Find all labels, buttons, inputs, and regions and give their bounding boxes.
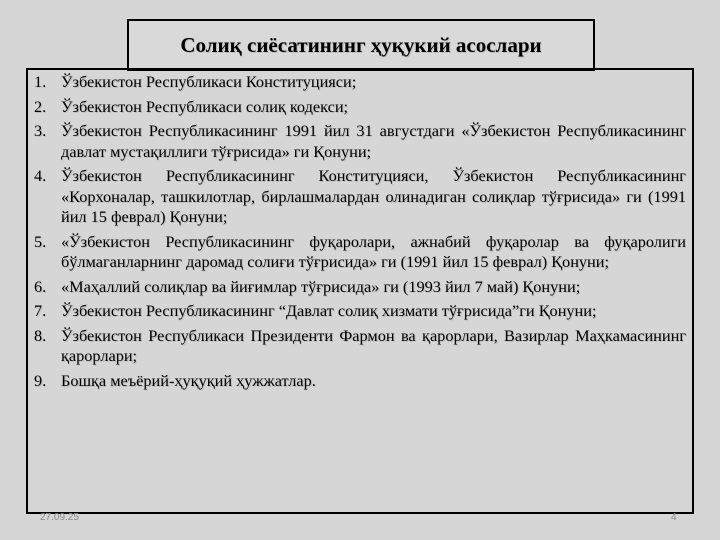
list-item-text: Ўзбекистон Республикаси Президенти Фармон ва қарорлари, Вазирлар Маҳкамасининг қарорлари; bbox=[61, 325, 686, 365]
list-item-number: 9. bbox=[34, 370, 47, 390]
list-item-text: Ўзбекистон Республикаси солиқ кодекси; bbox=[61, 96, 349, 116]
law-list bbox=[28, 72, 686, 391]
list-item-number: 6. bbox=[34, 276, 47, 296]
list-item bbox=[28, 371, 686, 392]
list-item bbox=[28, 166, 686, 228]
slide-title: Солиқ сиёсатининг ҳуқукий асослари bbox=[180, 32, 542, 57]
list-item-text: «Ўзбекистон Республикасининг фуқаролари, ажнабий фуқаролар ва фуқаролиги бўлмаганларнинг даромад солиғи тўғрисида» ги (1991 йил 15 феврал) Қонуни; bbox=[61, 231, 686, 271]
list-item-number: 3. bbox=[34, 121, 47, 140]
list-item-text: Ўзбекистон Республикасининг 1991 йил 31 августдаги «Ўзбекистон Республикасининг давлат мустақиллиги тўғрисида» ги Қонуни; bbox=[61, 121, 686, 161]
list-item bbox=[28, 232, 686, 273]
list-item bbox=[28, 277, 686, 298]
title-box bbox=[127, 19, 595, 71]
list-item bbox=[28, 326, 686, 367]
list-item-text: «Маҳаллий солиқлар ва йиғимлар тўғрисида» ги (1993 йил 7 май) Қонуни; bbox=[61, 276, 581, 296]
list-item-number: 4. bbox=[34, 166, 47, 185]
footer-date: 27.09.25 bbox=[40, 512, 79, 523]
list-item-number: 5. bbox=[34, 231, 47, 251]
list-item bbox=[28, 301, 686, 322]
list-item-number: 2. bbox=[34, 96, 47, 116]
content-box bbox=[26, 68, 694, 514]
page-number: 4 bbox=[671, 512, 677, 523]
list-item bbox=[28, 97, 686, 118]
list-item-text: Ўзбекистон Республикасининг Конституцияси, Ўзбекистон Республикасининг «Корхоналар, ташкилотлар, бирлашмалардан олинадиган солиқлар тўғрисида» ги (1991 йил 15 феврал) Қонуни; bbox=[61, 166, 686, 226]
list-item-text: Бошқа меъёрий-ҳуқуқий ҳужжатлар. bbox=[61, 370, 316, 390]
list-item-number: 8. bbox=[34, 325, 47, 345]
list-item-number: 7. bbox=[34, 301, 47, 320]
list-item-number: 1. bbox=[34, 72, 47, 91]
list-item-text: Ўзбекистон Республикаси Конституцияси; bbox=[61, 72, 357, 91]
list-item-text: Ўзбекистон Республикасининг “Давлат солиқ хизмати тўғрисида”ги Қонуни; bbox=[61, 301, 597, 320]
list-item bbox=[28, 121, 686, 162]
list-item bbox=[28, 72, 686, 93]
